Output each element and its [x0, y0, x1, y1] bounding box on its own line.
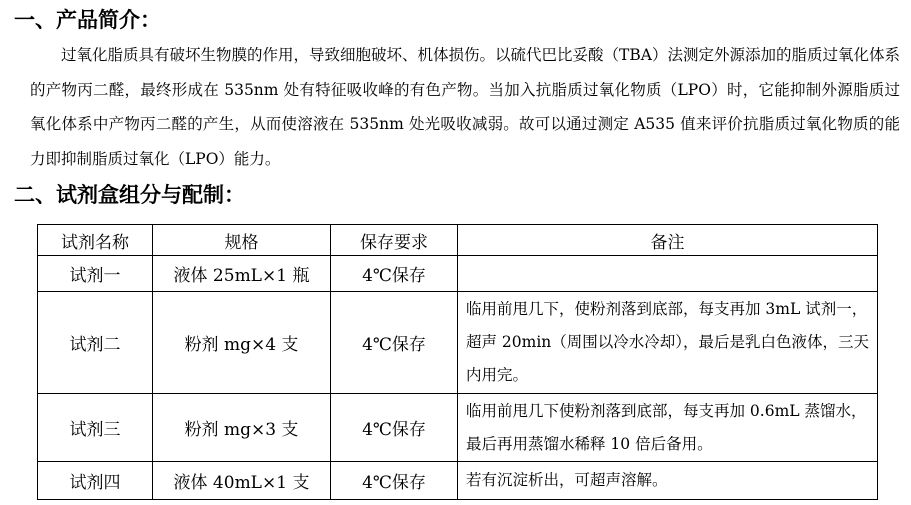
storage-cell: 4℃保存: [331, 292, 458, 394]
intro-paragraph: 过氧化脂质具有破坏生物膜的作用，导致细胞破坏、机体损伤。以硫代巴比妥酸（TBA）法测定外源添加的脂质过氧化体系的产物丙二醛，最终形成在 535nm 处有特征吸收峰的有色产物。当加入抗脂质过氧化物质（LPO）时，它能抑制外源脂质过氧化体系中产物丙二醛的产生，从而使溶液在 535nm 处光吸收减弱。故可以通过测定 A535 值来评价抗脂质过氧化物质的能力即抑制脂质过氧化（LPO）能力。: [30, 46, 900, 168]
section-title-intro: 一、产品简介：: [14, 8, 161, 32]
table-row: [38, 292, 878, 394]
spec-cell: 粉剂 mg×4 支: [153, 292, 331, 394]
table-row: [38, 394, 878, 462]
table-row: [38, 256, 878, 292]
note-cell: 临用前甩几下使粉剂落到底部，每支再加 0.6mL 蒸馏水，最后再用蒸馏水稀释 10 倍后备用。: [458, 394, 878, 462]
reagent-name-cell: 试剂一: [38, 256, 153, 292]
header-reagent-name: 试剂名称: [38, 225, 153, 256]
header-note: 备注: [458, 225, 878, 256]
note-cell: [458, 256, 878, 292]
reagent-name-cell: 试剂四: [38, 462, 153, 500]
section-title-kit-components: 二、试剂盒组分与配制：: [14, 183, 245, 207]
spec-cell: 粉剂 mg×3 支: [153, 394, 331, 462]
note-cell: 临用前甩几下，使粉剂落到底部，每支再加 3mL 试剂一，超声 20min（周围以冷水冷却），最后是乳白色液体，三天内用完。: [458, 292, 878, 394]
storage-cell: 4℃保存: [331, 394, 458, 462]
storage-cell: 4℃保存: [331, 256, 458, 292]
spec-cell: 液体 25mL×1 瓶: [153, 256, 331, 292]
table-header-row: [38, 225, 878, 256]
note-cell: 若有沉淀析出，可超声溶解。: [458, 462, 878, 500]
reagent-name-cell: 试剂三: [38, 394, 153, 462]
header-spec: 规格: [153, 225, 331, 256]
spec-cell: 液体 40mL×1 支: [153, 462, 331, 500]
header-storage: 保存要求: [331, 225, 458, 256]
table-row: [38, 462, 878, 500]
reagent-name-cell: 试剂二: [38, 292, 153, 394]
reagent-table: [37, 224, 878, 500]
storage-cell: 4℃保存: [331, 462, 458, 500]
